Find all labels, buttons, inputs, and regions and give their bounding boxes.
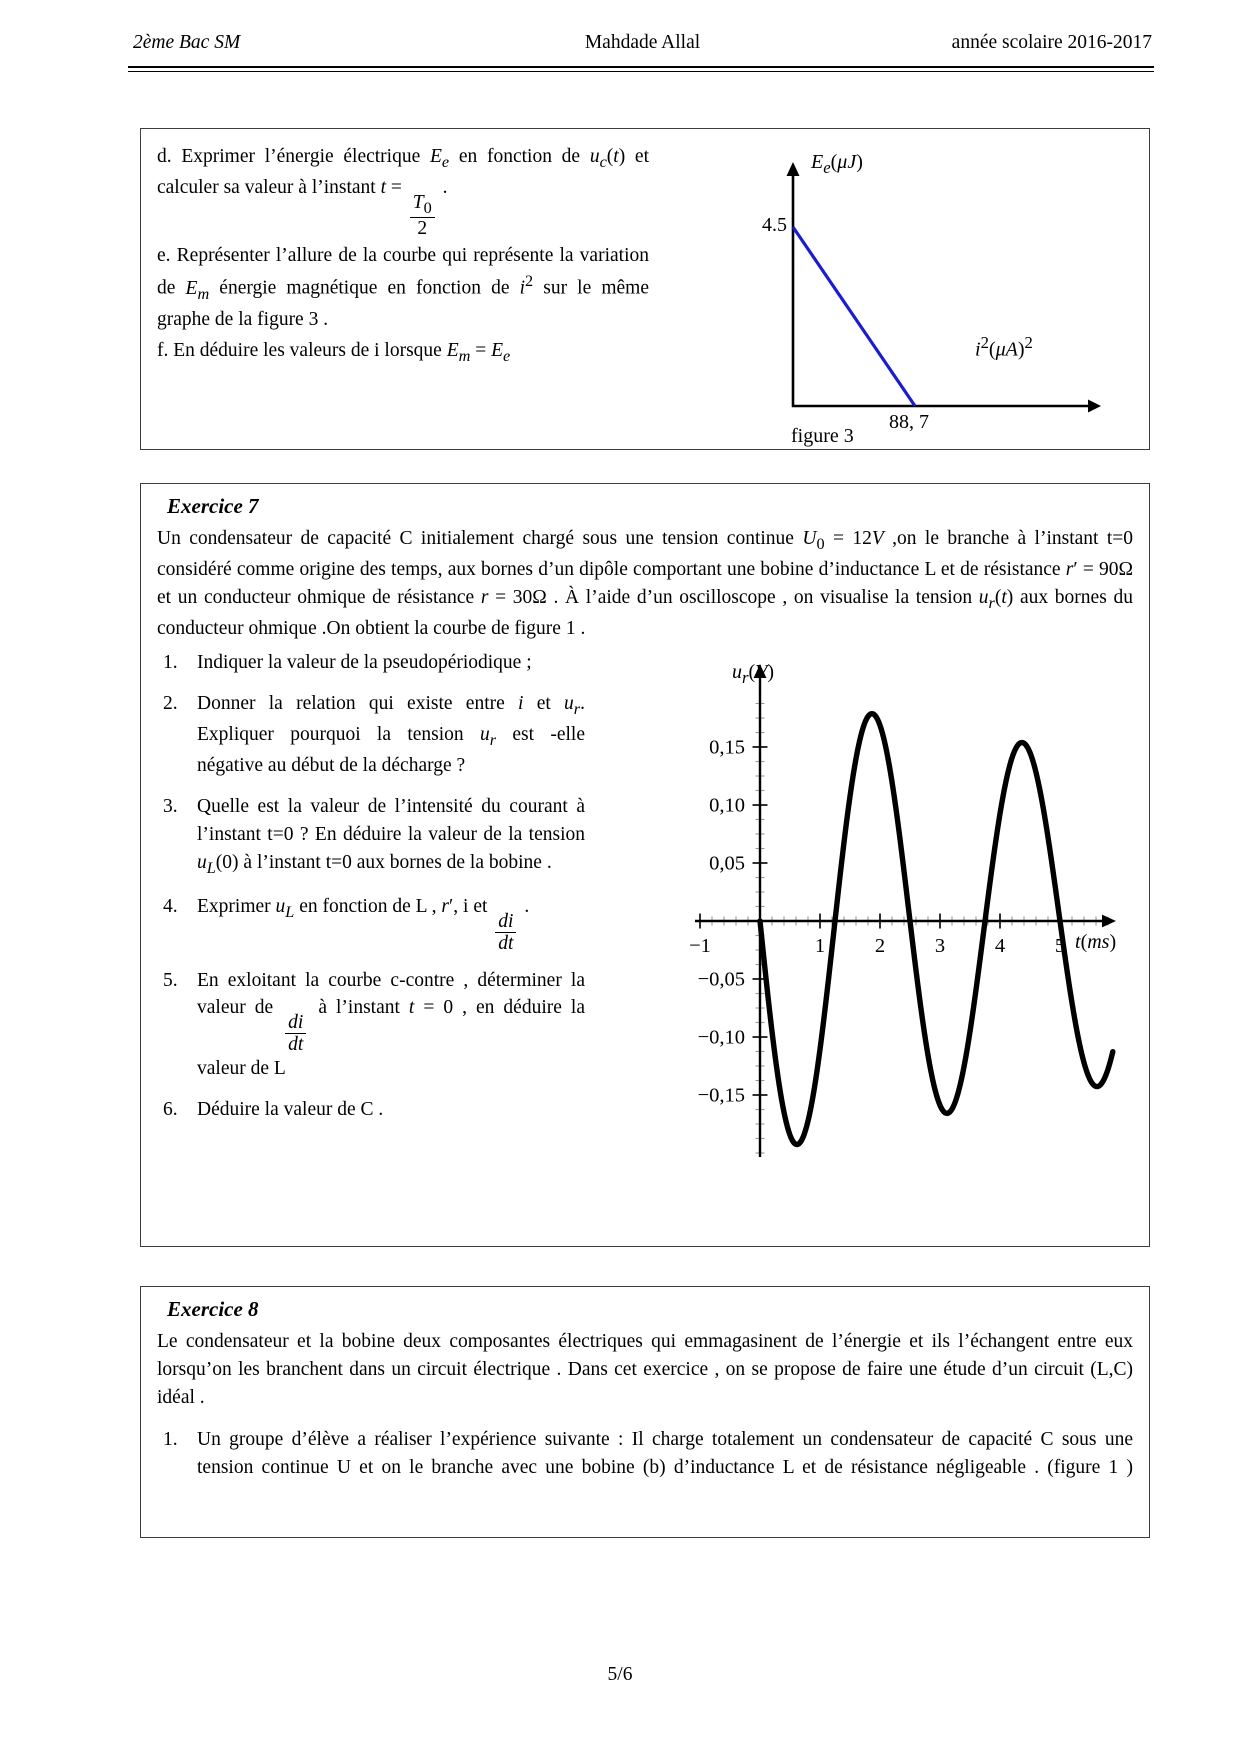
header-left: 2ème Bac SM [133, 32, 241, 53]
fig3-ylabel: $E_e(\mu J)$ [811, 151, 863, 177]
svg-text:0,10: 0,10 [709, 794, 745, 817]
svg-text:2: 2 [874, 935, 886, 957]
svg-text:−1: −1 [689, 935, 711, 957]
fig3-y-intercept-label: 4.5 [762, 214, 787, 236]
exercise7-questions [163, 649, 585, 1174]
list-item: 5. En exloitant la courbe c-contre , déterminer la valeur de $\frac{di}{dt}$ à l’instant t = 0 , en déduire la valeur de L [163, 969, 585, 1080]
svg-text:3: 3 [934, 935, 946, 957]
exercise8-intro: Le condensateur et la bobine deux composantes électriques qui emmagasinent de l’énergie et ils l’échangent entre eux lorsqu’on les branchent dans un circuit électrique . Dans cet exercice , on se propose de faire une étude d’un circuit (L,C) idéal . [157, 1331, 1133, 1408]
svg-text:0,15: 0,15 [709, 736, 745, 759]
list-item: 2. Donner la relation qui existe entre i et $u_r$. Expliquer pourquoi la tension $u_r$ est -elle négative au début de la décharge ? [163, 692, 585, 777]
svg-text:1: 1 [814, 935, 826, 957]
question-f: f. En déduire les valeurs de i lorsque $E_m = E_e$ [157, 339, 511, 365]
page-header [133, 32, 1152, 54]
exercise7-intro: Un condensateur de capacité C initialement chargé sous une tension continue $U_0 = 12V$ ,on le branche à l’instant t=0 considéré comme origine des temps, aux bornes d’un dipôle comportant une bobine d’inductance L et de résistance r′ = 90Ω et un conducteur ohmique de résistance r = 30Ω . À l’aide d’un oscilloscope , on visualise la tension $u_r(t)$ aux bornes du conducteur ohmique .On obtient la courbe de figure 1 . [157, 528, 1133, 640]
figure1-plot-svg [585, 659, 1133, 1174]
list-item: 3. Quelle est la valeur de l’intensité du courant à l’instant t=0 ? En déduire la valeur de la tension $u_L(0)$ à l’instant t=0 aux bornes de la bobine . [163, 796, 585, 877]
svg-text:−0,05: −0,05 [697, 968, 745, 991]
header-right: année scolaire 2016-2017 [951, 32, 1153, 53]
fig3-x-intercept-label: 88, 7 [889, 411, 929, 433]
exercise8-questions [163, 1426, 1133, 1482]
list-item: 1. Un groupe d’élève a réaliser l’expérience suivante : Il charge totalement un condensateur de capacité C sous une tension continue U et on le branche avec une bobine (b) d’inductance L et de résistance négligeable . (figure 1 ) [163, 1428, 1133, 1478]
list-item: 1. Indiquer la valeur de la pseudopériodique ; [163, 652, 532, 673]
exercise8-title: Exercice 8 [167, 1297, 259, 1321]
fig1-xlabel: t(ms) [1075, 931, 1117, 953]
svg-text:4: 4 [994, 935, 1006, 957]
fig1-ylabel: $u_r(V)$ [732, 661, 775, 687]
figure3-plot-svg [653, 137, 1133, 450]
question-e: e. Représenter l’allure de la courbe qui représente la variation de $E_m$ énergie magnétique en fonction de $i^2$ sur le même graphe de la figure 3 . [157, 245, 649, 330]
exercise7-title: Exercice 7 [167, 494, 259, 518]
svg-text:−0,15: −0,15 [697, 1084, 745, 1107]
svg-text:−0,10: −0,10 [697, 1026, 745, 1049]
header-center: Mahdade Allal [584, 32, 701, 53]
svg-text:5: 5 [1054, 935, 1066, 957]
figure1 [585, 659, 1133, 1174]
list-item: 6. Déduire la valeur de C . [163, 1099, 384, 1121]
figure3-caption: figure 3 [791, 425, 854, 447]
header-rule [128, 66, 1154, 72]
figure3 [653, 137, 1133, 450]
exercise8-box [140, 1286, 1150, 1538]
list-item: 4. Exprimer $u_L$ en fonction de L , r′, i et $\frac{di}{dt}$ . [163, 895, 530, 954]
question-d: d. Exprimer l’énergie électrique $E_e$ en fonction de $u_c(t)$ et calculer sa valeur à l’instant t = $\frac{T_0}{2}$ . [157, 146, 649, 240]
question-def-text [157, 143, 649, 441]
page-number: 5/6 [607, 1664, 633, 1685]
fig3-xlabel: $i^2(\mu A)^2$ [975, 333, 1033, 361]
exercise7-box [140, 483, 1150, 1247]
svg-text:0,05: 0,05 [709, 852, 745, 875]
question-box-def [140, 128, 1150, 450]
